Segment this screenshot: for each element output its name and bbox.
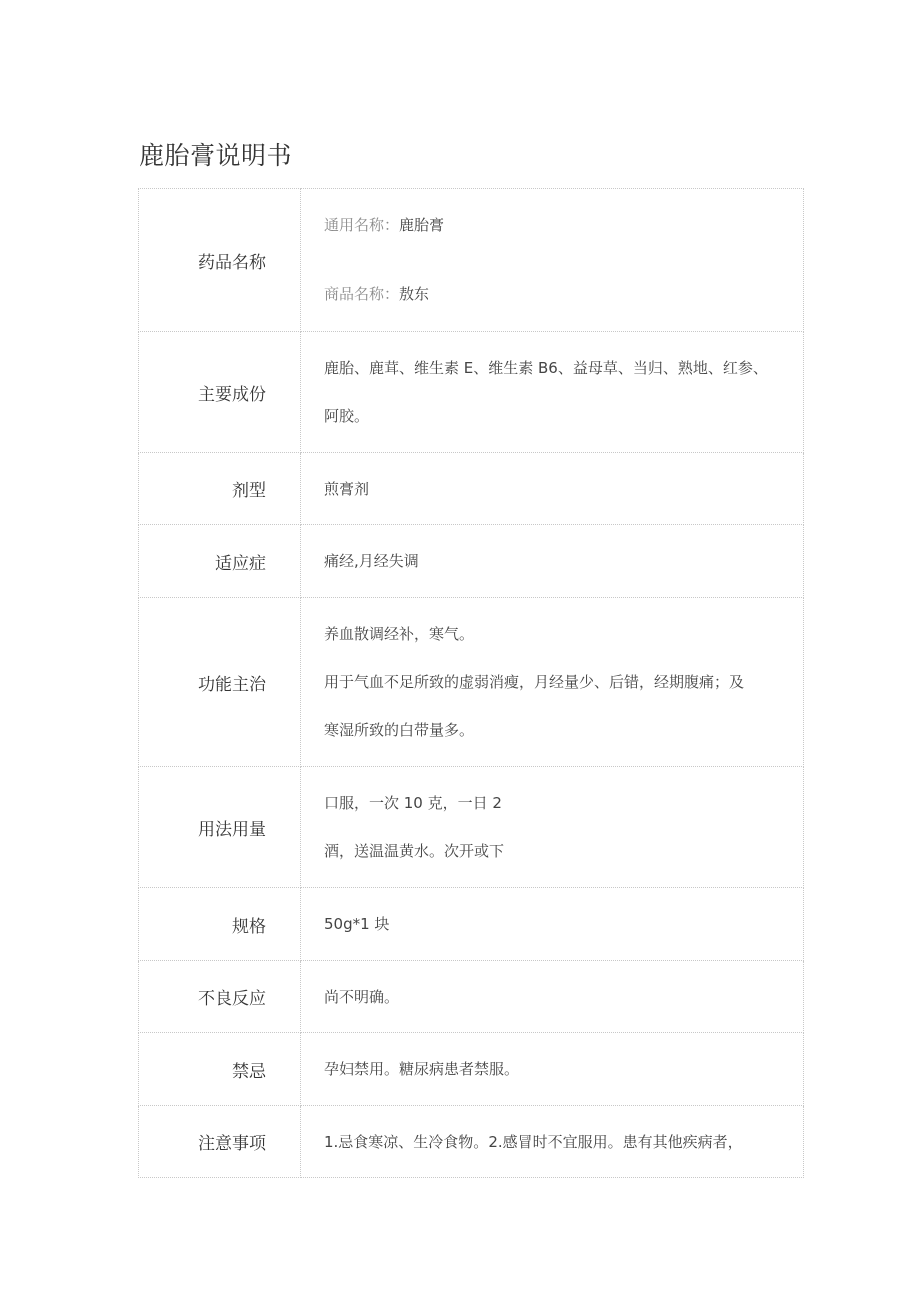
trade-name-label: 商品名称： bbox=[324, 285, 400, 303]
table-row-drug-name bbox=[139, 189, 804, 332]
row-label: 用法用量 bbox=[139, 767, 301, 888]
row-value bbox=[301, 525, 804, 598]
row-value bbox=[301, 767, 804, 888]
row-label: 功能主治 bbox=[139, 598, 301, 767]
value-line: 阿胶。 bbox=[324, 407, 370, 425]
table-row-dosage-form bbox=[139, 453, 804, 525]
value-line: 50g*1 块 bbox=[324, 915, 390, 933]
row-label: 注意事项 bbox=[139, 1106, 301, 1178]
row-value bbox=[301, 332, 804, 453]
row-label: 剂型 bbox=[139, 453, 301, 525]
value-line: 养血散调经补，寒气。 bbox=[324, 625, 475, 643]
table-row-ingredients bbox=[139, 332, 804, 453]
generic-name-label: 通用名称： bbox=[324, 216, 400, 234]
generic-name-line bbox=[324, 191, 783, 260]
value-line: 尚不明确。 bbox=[324, 987, 400, 1006]
row-value bbox=[301, 961, 804, 1033]
value-line: 1.忌食寒凉、生冷食物。2.感冒时不宜服用。患有其他疾病者， bbox=[324, 1132, 743, 1151]
row-label: 不良反应 bbox=[139, 961, 301, 1033]
value-line: 孕妇禁用。糖尿病患者禁服。 bbox=[324, 1060, 520, 1078]
table-row-precautions bbox=[139, 1106, 804, 1178]
value-line: 用于气血不足所致的虚弱消瘦，月经量少、后错，经期腹痛；及 bbox=[324, 673, 745, 691]
row-label: 适应症 bbox=[139, 525, 301, 598]
drug-spec-table bbox=[138, 188, 804, 1178]
row-value bbox=[301, 888, 804, 961]
row-value bbox=[301, 598, 804, 767]
table-row-specification bbox=[139, 888, 804, 961]
row-value bbox=[301, 1106, 804, 1178]
table-row-usage bbox=[139, 767, 804, 888]
row-label: 禁忌 bbox=[139, 1033, 301, 1106]
generic-name-value: 鹿胎膏 bbox=[399, 216, 445, 234]
row-value bbox=[301, 453, 804, 525]
value-line: 口服，一次 10 克，一日 2 bbox=[324, 794, 502, 812]
row-label: 主要成份 bbox=[139, 332, 301, 453]
trade-name-line bbox=[324, 260, 783, 329]
trade-name-value: 敖东 bbox=[399, 285, 430, 303]
row-label: 药品名称 bbox=[139, 189, 301, 332]
value-line: 煎膏剂 bbox=[324, 479, 370, 498]
value-line: 酒，送温温黄水。次开或下 bbox=[324, 842, 505, 860]
row-label: 规格 bbox=[139, 888, 301, 961]
table-row-functions bbox=[139, 598, 804, 767]
row-value bbox=[301, 189, 804, 332]
page-title: 鹿胎膏说明书 bbox=[139, 141, 293, 170]
value-line: 寒湿所致的白带量多。 bbox=[324, 721, 475, 739]
table-row-adverse-reactions bbox=[139, 961, 804, 1033]
row-value bbox=[301, 1033, 804, 1106]
table-row-contraindications bbox=[139, 1033, 804, 1106]
value-line: 痛经,月经失调 bbox=[324, 552, 419, 570]
table-row-indications bbox=[139, 525, 804, 598]
value-line: 鹿胎、鹿茸、维生素 E、维生素 B6、益母草、当归、熟地、红参、 bbox=[324, 359, 768, 377]
